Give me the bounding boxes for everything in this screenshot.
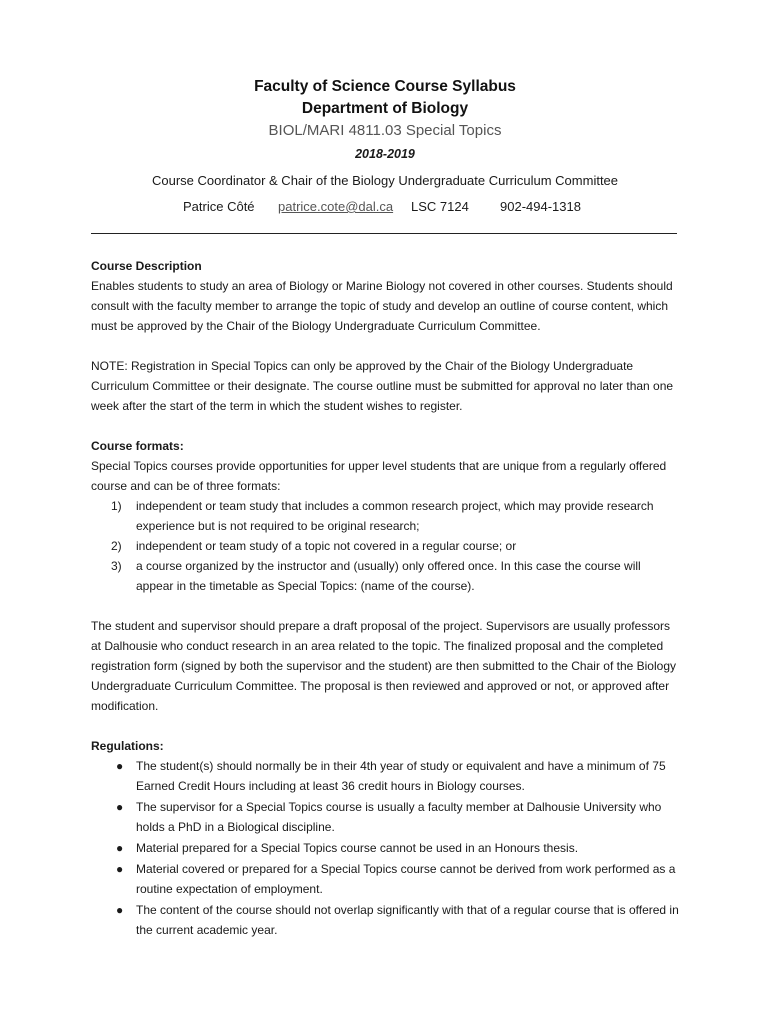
list-item — [91, 797, 681, 837]
list-item-text: independent or team study that includes a common research project, which may provide research experience but is not required to be original research; — [136, 499, 654, 533]
list-item-text: a course organized by the instructor and (usually) only offered once. In this case the course will appear in the timetable as Special Topics: (name of the course). — [136, 559, 641, 593]
list-item-text: The supervisor for a Special Topics course is usually a faculty member at Dalhousie University who holds a PhD in a Biological discipline. — [136, 800, 662, 834]
page-title: Faculty of Science Course Syllabus — [254, 78, 516, 95]
bullet-icon: ● — [116, 800, 124, 814]
course-title: BIOL/MARI 4811.03 Special Topics — [268, 122, 502, 139]
office-location: LSC 7124 — [411, 199, 469, 214]
regulations-heading: Regulations: — [91, 739, 164, 753]
list-item — [91, 536, 681, 556]
list-item — [91, 859, 681, 899]
formats-heading: Course formats: — [91, 439, 184, 453]
list-item-text: Material prepared for a Special Topics course cannot be used in an Honours thesis. — [136, 841, 579, 855]
coordinator-role: Course Coordinator & Chair of the Biology Undergraduate Curriculum Committee — [151, 173, 619, 188]
coordinator-name: Patrice Côté — [183, 199, 255, 214]
list-number: 1) — [111, 499, 122, 513]
header-divider — [91, 233, 677, 234]
bullet-icon: ● — [116, 903, 124, 917]
list-item — [91, 556, 681, 596]
list-item — [91, 900, 681, 940]
list-item-text: Material covered or prepared for a Special Topics course cannot be derived from work performed as a routine expectation of employment. — [136, 862, 676, 896]
bullet-icon: ● — [116, 841, 124, 855]
formats-list — [91, 496, 681, 596]
list-item — [91, 496, 681, 536]
list-item-text: independent or team study of a topic not covered in a regular course; or — [136, 539, 517, 553]
bullet-icon: ● — [116, 862, 124, 876]
proposal-text: The student and supervisor should prepare a draft proposal of the project. Supervisors are usually professors at Dalhousie who conduct research in an area related to the topic. The finalized proposal and the completed registration form (signed by both the supervisor and the student) are then submitted to the Chair of the Biology Undergraduate Curriculum Committee. The proposal is then reviewed and approved or not, or approved after modification. — [91, 619, 676, 713]
list-item-text: The student(s) should normally be in their 4th year of study or equivalent and have a minimum of 75 Earned Credit Hours including at least 36 credit hours in Biology courses. — [136, 759, 666, 793]
regulations-list — [91, 756, 681, 940]
list-item — [91, 756, 681, 796]
list-number: 2) — [111, 539, 122, 553]
email-link[interactable]: patrice.cote@dal.ca — [278, 199, 394, 214]
description-text: Enables students to study an area of Biology or Marine Biology not covered in other courses. Students should consult with the faculty member to arrange the topic of study and develop an outline of course content, which must be approved by the Chair of the Biology Undergraduate Curriculum Committee. — [91, 279, 673, 333]
registration-note: NOTE: Registration in Special Topics can only be approved by the Chair of the Biology Undergraduate Curriculum Committee or their designate. The course outline must be submitted for approval no later than one week after the start of the term in which the student wishes to register. — [91, 359, 674, 413]
list-number: 3) — [111, 559, 122, 573]
formats-intro: Special Topics courses provide opportunities for upper level students that are unique from a regularly offered course and can be of three formats: — [91, 459, 667, 493]
bullet-icon: ● — [116, 759, 124, 773]
phone-number: 902-494-1318 — [500, 199, 581, 214]
list-item-text: The content of the course should not overlap significantly with that of a regular course that is offered in the current academic year. — [136, 903, 679, 937]
academic-year: 2018-2019 — [355, 147, 415, 161]
description-heading: Course Description — [91, 259, 202, 273]
list-item — [91, 838, 681, 858]
department-title: Department of Biology — [301, 100, 469, 117]
syllabus-body — [91, 256, 681, 941]
